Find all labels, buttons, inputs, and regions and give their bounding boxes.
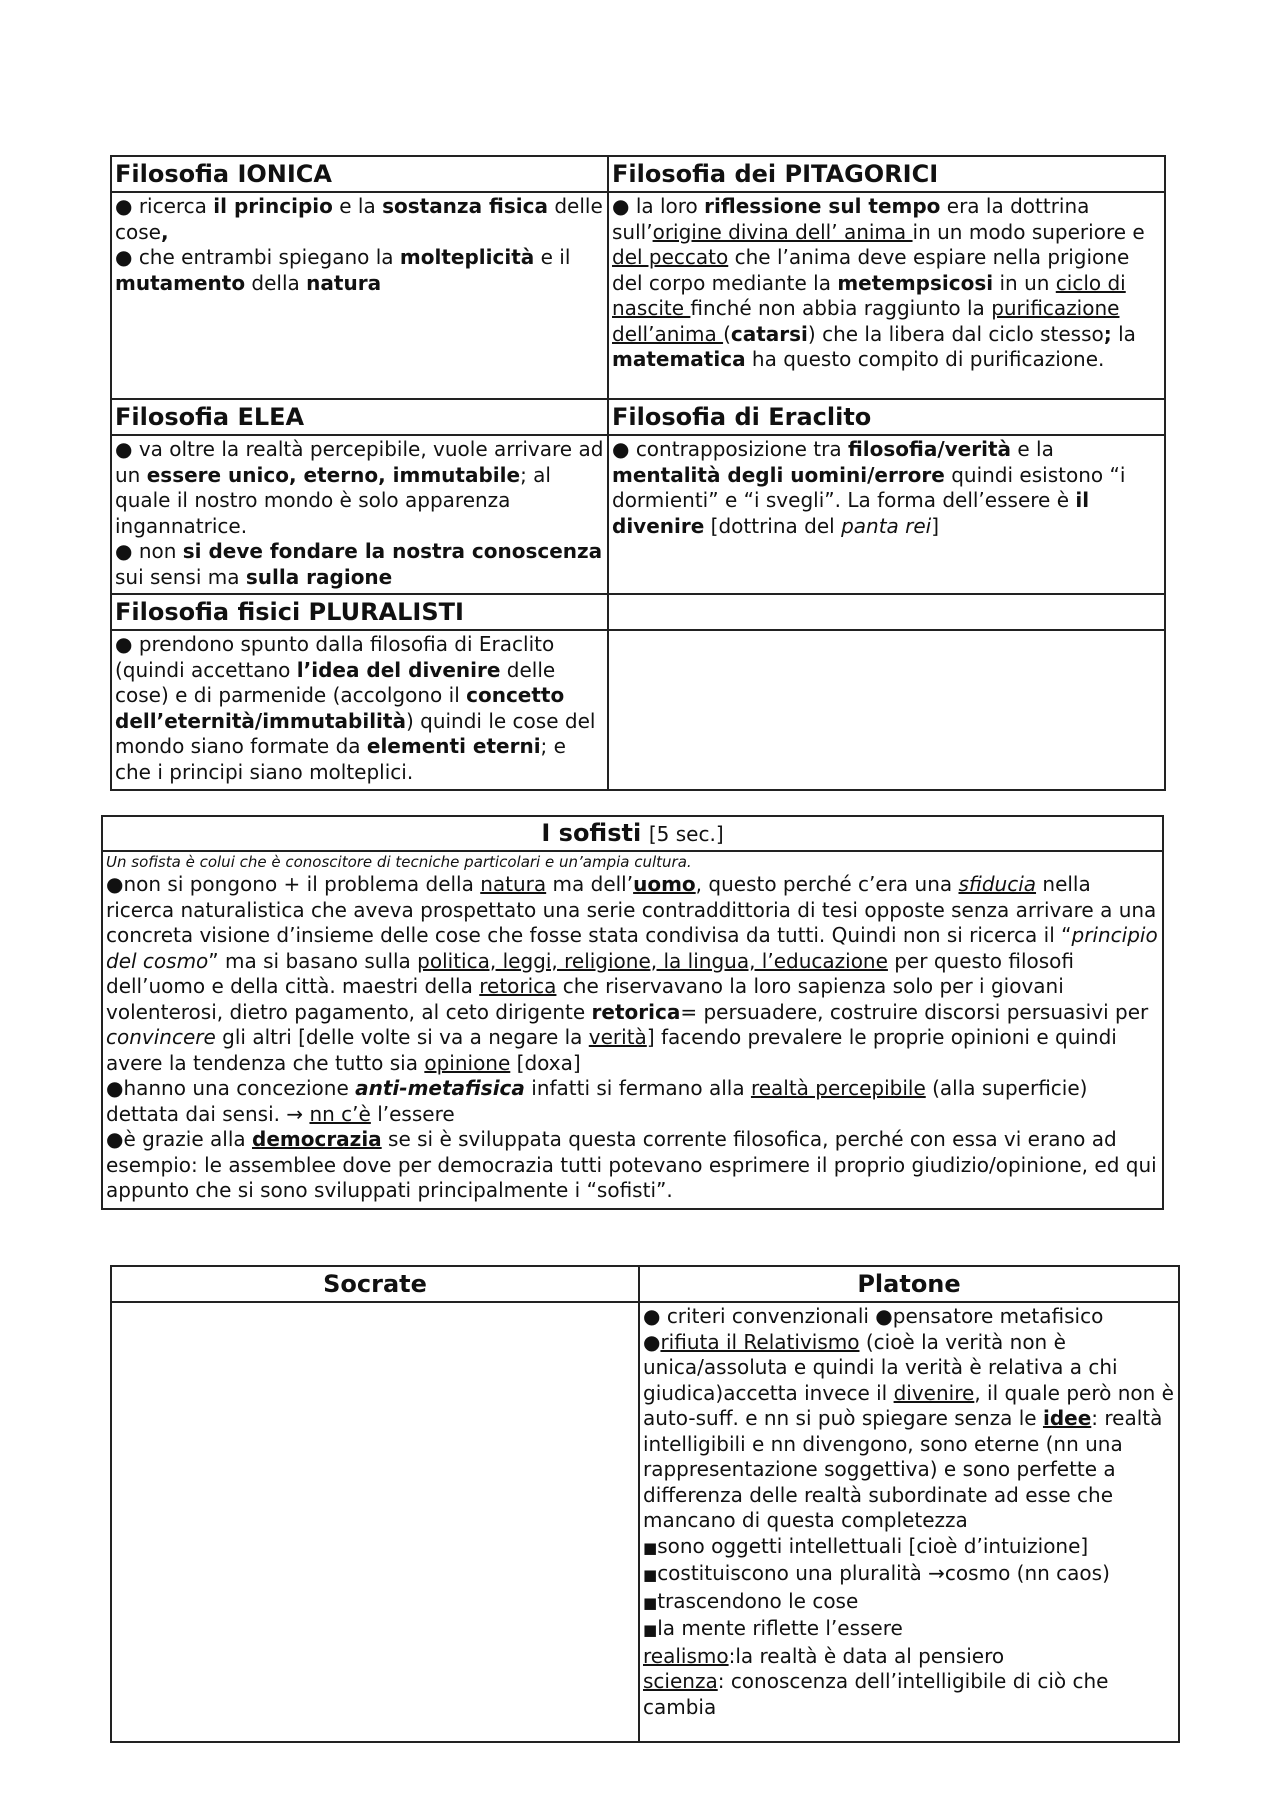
ionica-title: Filosofia IONICA [111, 156, 608, 192]
ionica-content: ● ricerca il principio e la sostanza fisica delle cose, ● che entrambi spiegano la molteplicità e il mutamento della natura [111, 192, 608, 399]
pitagorici-content: ● la loro riflessione sul tempo era la dottrina sull’origine divina dell’ anima in un modo superiore e del peccato che l’anima deve espiare nella prigione del corpo mediante la metempsicosi in un ciclo di nascite finché non abbia raggiunto la purificazione dell’anima (catarsi) che la libera dal ciclo stesso; la matematica ha questo compito di purificazione. [608, 192, 1165, 399]
sofisti-subtitle: [5 sec.] [648, 822, 724, 846]
sofisti-header [102, 816, 1163, 851]
sofisti-intro: Un sofista è colui che è conoscitore di tecniche particolari e un’ampia cultura. [106, 853, 692, 871]
sofisti-table [101, 815, 1164, 1210]
socrate-platone-table [110, 1265, 1180, 1743]
sofisti-p2: ●hanno una concezione anti-metafisica infatti si fermano alla realtà percepibile (alla superficie) dettata dai sensi. → nn c’è l’essere [106, 1076, 1088, 1126]
elea-title: Filosofia ELEA [111, 399, 608, 435]
eraclito-content: ● contrapposizione tra filosofia/verità e la mentalità degli uomini/errore quindi esistono “i dormienti” e “i svegli”. La forma dell’essere è il divenire [dottrina del panta rei] [608, 435, 1165, 594]
platone-title: Platone [639, 1266, 1179, 1302]
sofisti-content [102, 851, 1163, 1209]
eraclito-title: Filosofia di Eraclito [608, 399, 1165, 435]
platone-content: ● criteri convenzionali ●pensatore metafisico ●rifiuta il Relativismo (cioè la verità non è unica/assoluta e quindi la verità è relativa a chi giudica)accetta invece il divenire, il quale però non è auto-suff. e nn si può spiegare senza le idee: realtà intelligibili e nn divengono, sono eterne (nn una rappresentazione soggettiva) e sono perfette a differenza delle realtà subordinate ad esse che mancano di questa completezza ■sono oggetti intellettuali [cioè d’intuizione] ■costituiscono una pluralità →cosmo (nn caos) ■trascendono le cose ■la mente riflette l’essere realismo:la realtà è data al pensiero scienza: conoscenza dell’intelligibile di ciò che cambia [639, 1302, 1179, 1742]
socrate-title: Socrate [111, 1266, 639, 1302]
filosofie-table [110, 155, 1166, 791]
empty-cell [608, 630, 1165, 790]
pluralisti-title: Filosofia fisici PLURALISTI [111, 594, 608, 630]
pluralisti-content: ● prendono spunto dalla filosofia di Eraclito (quindi accettano l’idea del divenire delle cose) e di parmenide (accolgono il concetto dell’eternità/immutabilità) quindi le cose del mondo siano formate da elementi eterni; e che i principi siano molteplici. [111, 630, 608, 790]
empty-cell [608, 594, 1165, 630]
pitagorici-title: Filosofia dei PITAGORICI [608, 156, 1165, 192]
sofisti-title: I sofisti [541, 819, 642, 847]
sofisti-p3: ●è grazie alla democrazia se si è sviluppata questa corrente filosofica, perché con essa vi erano ad esempio: le assemblee dove per democrazia tutti potevano esprimere il proprio giudizio/opinione, ed qui appunto che si sono sviluppati principalmente i “sofisti”. [106, 1127, 1157, 1202]
elea-content: ● va oltre la realtà percepibile, vuole arrivare ad un essere unico, eterno, immutabile; al quale il nostro mondo è solo apparenza ingannatrice. ● non si deve fondare la nostra conoscenza sui sensi ma sulla ragione [111, 435, 608, 594]
sofisti-p1: ●non si pongono + il problema della natura ma dell’uomo, questo perché c’era una sfiducia nella ricerca naturalistica che aveva prospettato una serie contraddittoria di tesi opposte senza arrivare a una concreta visione d’insieme delle cose che fosse stata condivisa da tutti. Quindi non si ricerca il “principio del cosmo” ma si basano sulla politica, leggi, religione, la lingua, l’educazione per questo filosofi dell’uomo e della città. maestri della retorica che riservavano la loro sapienza solo per i giovani volenterosi, dietro pagamento, al ceto dirigente retorica= persuadere, costruire discorsi persuasivi per convincere gli altri [delle volte si va a negare la verità] facendo prevalere le proprie opinioni e quindi avere la tendenza che tutto sia opinione [doxa] [106, 872, 1158, 1075]
socrate-content [111, 1302, 639, 1742]
